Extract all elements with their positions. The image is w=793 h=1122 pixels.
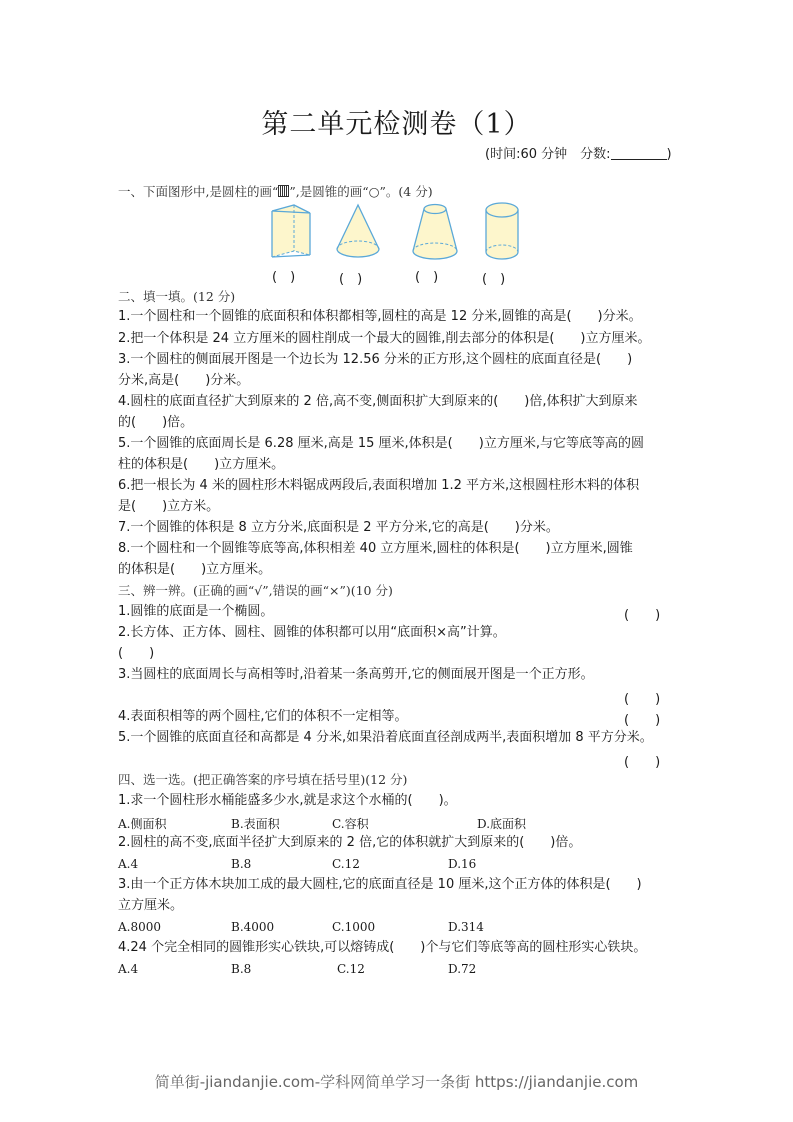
- choice-option[interactable]: C.容积: [332, 817, 369, 831]
- fill-question: 5.一个圆锥的底面周长是 6.28 厘米,高是 15 厘米,体积是( )立方厘米,与它等底等高的圆: [118, 436, 644, 451]
- meta-time-score: (时间:60 分钟 分数:: [485, 147, 611, 162]
- choice-option[interactable]: A.4: [118, 962, 139, 976]
- choice-option[interactable]: A.8000: [118, 920, 162, 934]
- shape-answer-paren[interactable]: ( ): [482, 272, 506, 287]
- section-1-heading-b: ”,是圆锥的画“○”。(4 分): [289, 184, 433, 199]
- choice-option[interactable]: A.4: [118, 857, 139, 871]
- exam-meta: [485, 143, 672, 162]
- cylinder-shape: [484, 201, 520, 263]
- choice-option[interactable]: D.底面积: [477, 817, 527, 831]
- section-1-heading: [118, 184, 433, 200]
- meta-close: ): [666, 147, 672, 162]
- judge-question: 5.一个圆锥的底面直径和高都是 4 分米,如果沿着底面直径剖成两半,表面积增加 8 平方分米。: [118, 730, 653, 745]
- choice-option[interactable]: C.12: [332, 857, 360, 871]
- fill-question: 8.一个圆柱和一个圆锥等底等高,体积相差 40 立方厘米,圆柱的体积是( )立方厘米,圆锥: [118, 541, 633, 556]
- judge-question: 1.圆锥的底面是一个椭圆。: [118, 604, 274, 619]
- choice-option[interactable]: C.1000: [332, 920, 376, 934]
- judge-answer-paren[interactable]: ( ): [624, 713, 661, 728]
- choice-question: 1.求一个圆柱形水桶能盛多少水,就是求这个水桶的( )。: [118, 793, 457, 808]
- judge-answer-paren[interactable]: ( ): [118, 646, 155, 661]
- watermark-footer: 简单街-jiandanjie.com-学科网简单学习一条街 https://jiandanjie.com: [154, 1073, 639, 1091]
- fill-question: 3.一个圆柱的侧面展开图是一个边长为 12.56 分米的正方形,这个圆柱的底面直径是( ): [118, 352, 633, 367]
- choice-option[interactable]: A.侧面积: [118, 817, 167, 831]
- page-title: 第二单元检测卷（1）: [261, 109, 532, 140]
- fill-question-cont: 的( )倍。: [118, 415, 194, 430]
- judge-answer-paren[interactable]: ( ): [624, 692, 661, 707]
- fill-question: 4.圆柱的底面直径扩大到原来的 2 倍,高不变,侧面积扩大到原来的( )倍,体积扩大到原来: [118, 394, 638, 409]
- choice-option[interactable]: D.72: [448, 962, 477, 976]
- section-4-heading: 四、选一选。(把正确答案的序号填在括号里)(12 分): [118, 772, 408, 787]
- section-2-heading: 二、填一填。(12 分): [118, 289, 236, 304]
- choice-option[interactable]: D.314: [448, 920, 484, 934]
- judge-question: 4.表面积相等的两个圆柱,它们的体积不一定相等。: [118, 709, 408, 724]
- fill-question: 6.把一根长为 4 米的圆柱形木料锯成两段后,表面积增加 1.2 平方米,这根圆柱形木料的体积: [118, 478, 640, 493]
- choice-question: 3.由一个正方体木块加工成的最大圆柱,它的底面直径是 10 厘米,这个正方体的体积是( ): [118, 877, 642, 892]
- judge-question: 3.当圆柱的底面周长与高相等时,沿着某一条高剪开,它的侧面展开图是一个正方形。: [118, 667, 594, 682]
- choice-option[interactable]: B.4000: [231, 920, 275, 934]
- choice-option[interactable]: B.8: [231, 857, 252, 871]
- judge-answer-paren[interactable]: ( ): [624, 755, 661, 770]
- choice-option[interactable]: B.表面积: [231, 817, 280, 831]
- choice-question: 2.圆柱的高不变,底面半径扩大到原来的 2 倍,它的体积就扩大到原来的( )倍。: [118, 835, 582, 850]
- shape-answer-paren[interactable]: ( ): [339, 272, 363, 287]
- choice-question-cont: 立方厘米。: [118, 898, 184, 913]
- choice-option[interactable]: C.12: [337, 962, 365, 976]
- cylinder-mark-icon: [278, 185, 289, 197]
- fill-question-cont: 分米,高是( )分米。: [118, 373, 250, 388]
- fill-question: 7.一个圆锥的体积是 8 立方分米,底面积是 2 平方分米,它的高是( )分米。: [118, 520, 559, 535]
- judge-answer-paren[interactable]: ( ): [624, 608, 661, 623]
- fill-question-cont: 柱的体积是( )立方厘米。: [118, 457, 285, 472]
- shape-answer-paren[interactable]: ( ): [415, 270, 439, 285]
- fill-question: 2.把一个体积是 24 立方厘米的圆柱削成一个最大的圆锥,削去部分的体积是( )立方厘米。: [118, 331, 651, 346]
- choice-option[interactable]: B.8: [231, 962, 252, 976]
- fill-question-cont: 的体积是( )立方厘米。: [118, 562, 272, 577]
- shape-answer-paren[interactable]: ( ): [272, 270, 296, 285]
- section-1-heading-a: 一、下面图形中,是圆柱的画“: [118, 184, 279, 199]
- cone-shape: [334, 203, 382, 261]
- triangular-prism-shape: [270, 203, 312, 259]
- section-3-heading: 三、辨一辨。(正确的画“√”,错误的画“×”)(10 分): [118, 583, 393, 598]
- judge-question: 2.长方体、正方体、圆柱、圆锥的体积都可以用“底面积×高”计算。: [118, 625, 506, 640]
- frustum-shape: [410, 201, 460, 263]
- choice-option[interactable]: D.16: [448, 857, 477, 871]
- fill-question-cont: 是( )立方米。: [118, 499, 220, 514]
- choice-question: 4.24 个完全相同的圆锥形实心铁块,可以熔铸成( )个与它们等底等高的圆柱形实心铁块。: [118, 940, 647, 955]
- fill-question: 1.一个圆柱和一个圆锥的底面积和体积都相等,圆柱的高是 12 分米,圆锥的高是( )分米。: [118, 309, 642, 324]
- score-blank[interactable]: [611, 147, 667, 160]
